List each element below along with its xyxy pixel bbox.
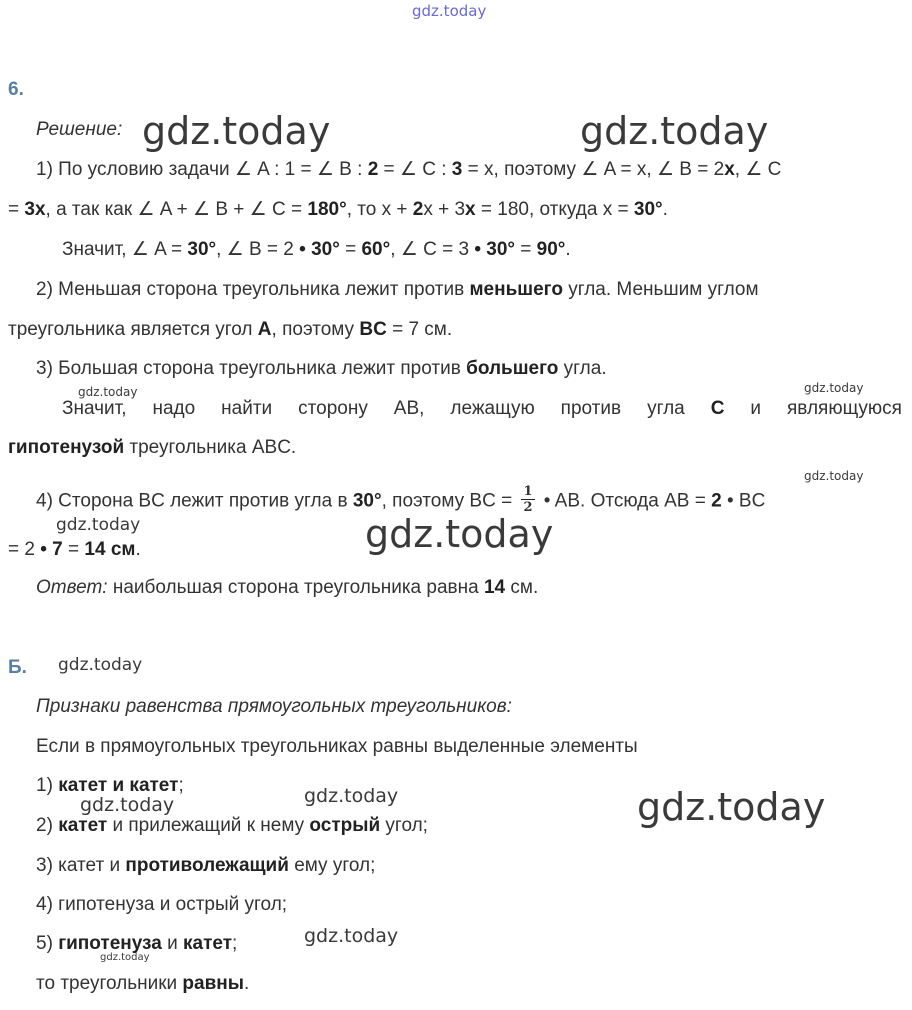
watermark: gdz.today: [56, 515, 141, 535]
watermark: gdz.today: [100, 952, 150, 963]
solution-line-6: 3) Большая сторона треугольника лежит против большего угла.: [36, 358, 607, 379]
watermark: gdz.today: [580, 109, 769, 153]
watermark: gdz.today: [365, 512, 554, 556]
solution-line-2: = 3x, а так как ∠ A + ∠ B + ∠ C = 180°, то x + 2x + 3x = 180, откуда x = 30°.: [8, 199, 668, 220]
solution-line-9: 4) Сторона BC лежит против угла в 30°, поэтому BC = $\frac{1}{2}$ • AB. Отсюда AB = 2 • BC: [36, 484, 766, 515]
criteria-item-2: 2) катет и прилежащий к нему острый угол;: [36, 815, 428, 836]
solution-line-1: 1) По условию задачи ∠ A : 1 = ∠ B : 2 = ∠ C : 3 = x, поэтому ∠ A = x, ∠ B = 2x, ∠ C: [36, 159, 782, 180]
watermark-top: gdz.today: [412, 2, 487, 20]
watermark: gdz.today: [804, 469, 864, 483]
criteria-conclusion: то треугольники равны.: [36, 973, 250, 994]
criteria-item-3: 3) катет и противолежащий ему угол;: [36, 855, 376, 876]
watermark: gdz.today: [304, 925, 399, 947]
watermark: gdz.today: [637, 785, 826, 829]
watermark: gdz.today: [142, 109, 331, 153]
watermark: gdz.today: [304, 785, 399, 807]
solution-line-10: = 2 • 7 = 14 см.: [8, 539, 141, 560]
solution-line-8: гипотенузой треугольника ABC.: [8, 437, 297, 458]
watermark: gdz.today: [804, 381, 864, 395]
solution-line-3: Значит, ∠ A = 30°, ∠ B = 2 • 30° = 60°, ∠ C = 3 • 30° = 90°.: [62, 239, 571, 260]
answer-line: Ответ: наибольшая сторона треугольника равна 14 см.: [36, 577, 539, 598]
solution-line-7: Значит, надо найти сторону AB, лежащую против угла C и являющуюся: [62, 398, 902, 419]
watermark: gdz.today: [78, 385, 138, 399]
solution-line-5: треугольника является угол A, поэтому BC = 7 см.: [8, 319, 453, 340]
solution-label: Решение:: [36, 119, 123, 140]
criteria-intro: Если в прямоугольных треугольниках равны выделенные элементы: [36, 736, 638, 757]
task-number: 6.: [8, 79, 24, 100]
task-letter: Б.: [8, 657, 27, 678]
fraction: $\frac{1}{2}$: [523, 484, 533, 515]
criteria-item-5: 5) гипотенуза и катет;: [36, 933, 238, 954]
criteria-item-1: 1) катет и катет;: [36, 775, 184, 796]
watermark: gdz.today: [80, 794, 175, 816]
criteria-heading: Признаки равенства прямоугольных треугольников:: [36, 696, 512, 717]
criteria-item-4: 4) гипотенуза и острый угол;: [36, 894, 288, 915]
solution-line-4: 2) Меньшая сторона треугольника лежит против меньшего угла. Меньшим углом: [36, 279, 759, 300]
watermark: gdz.today: [58, 655, 143, 675]
